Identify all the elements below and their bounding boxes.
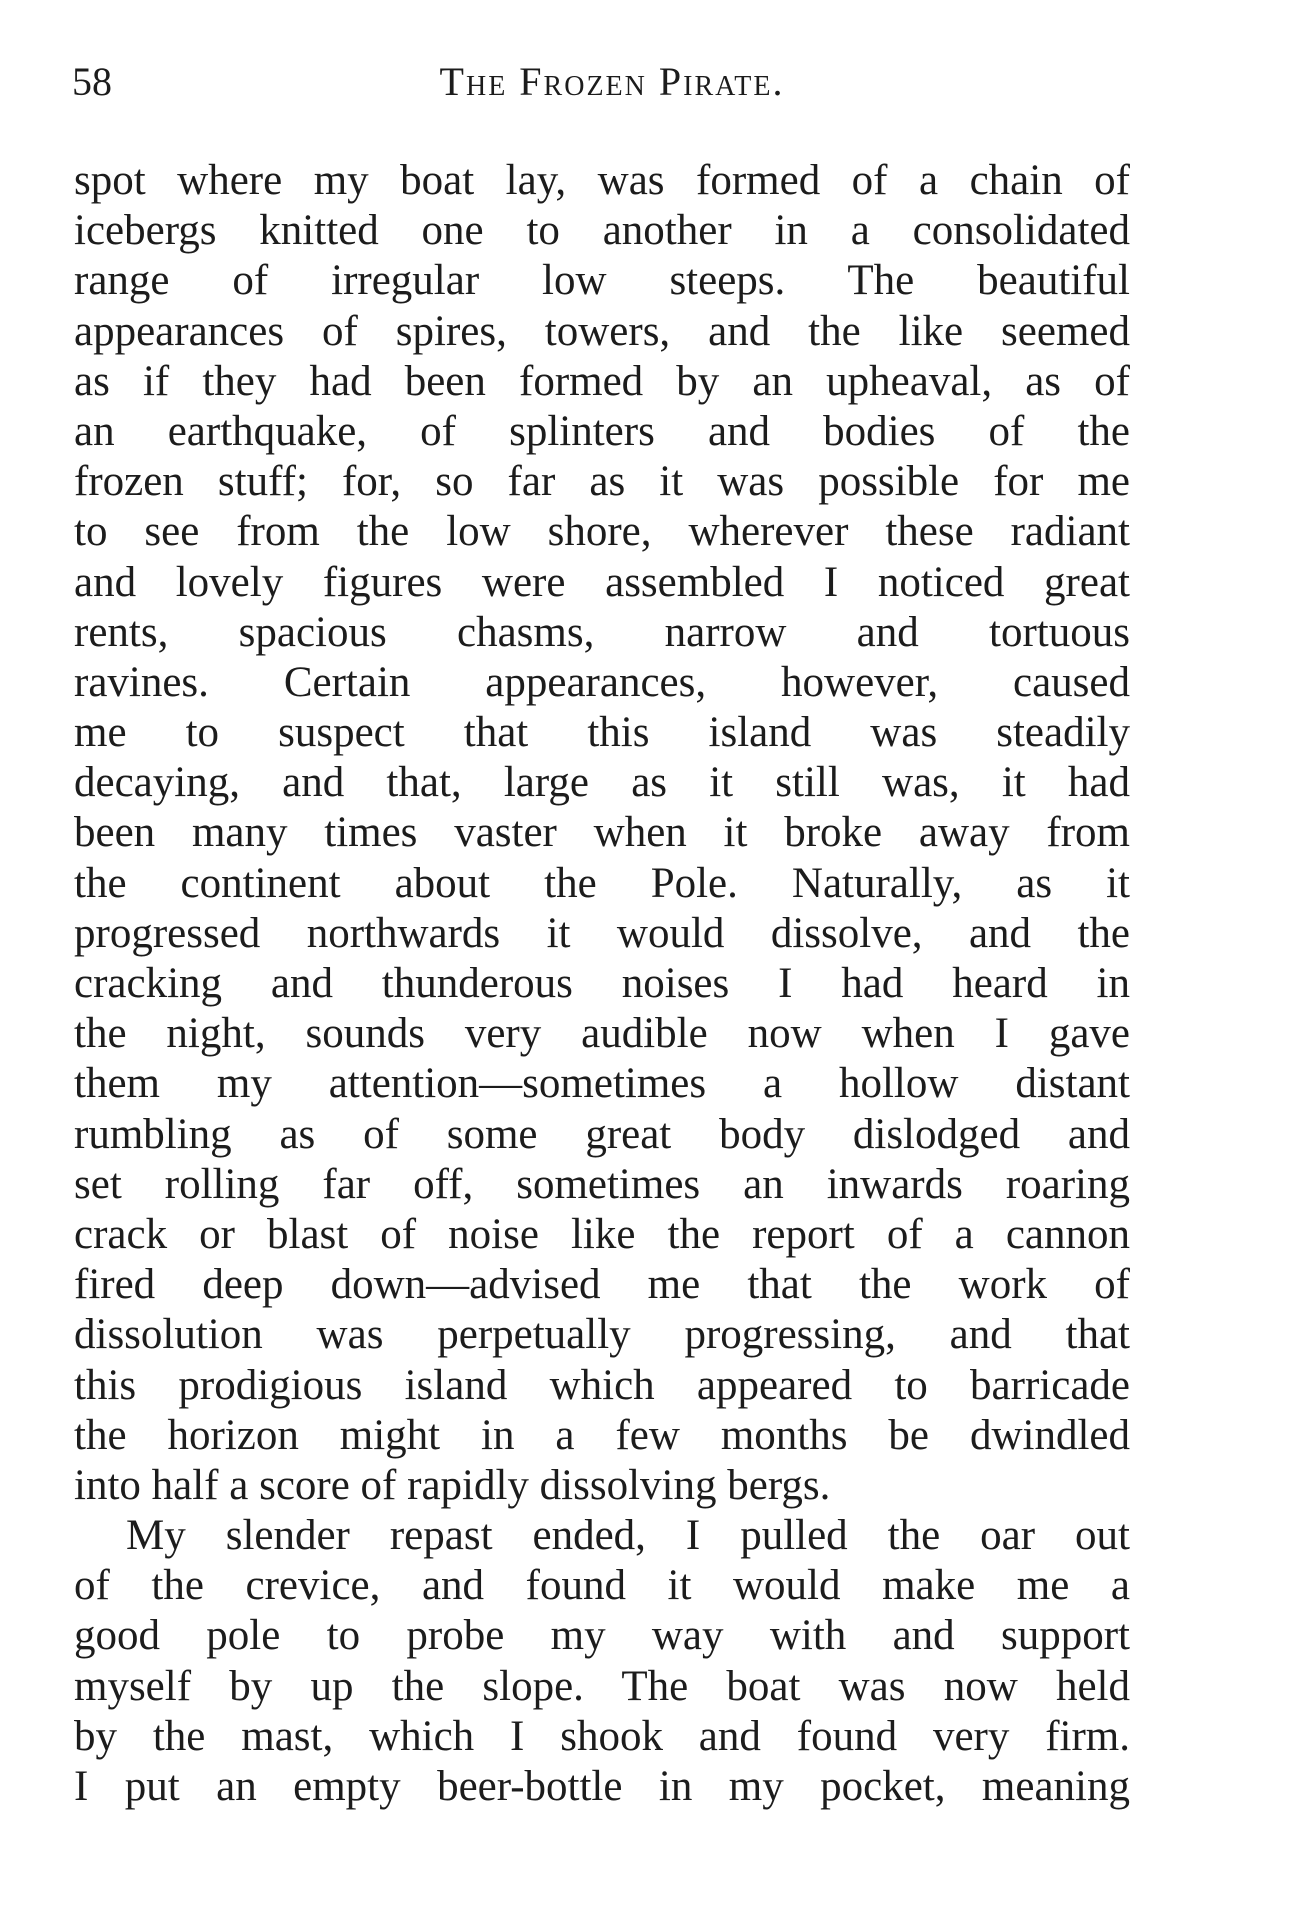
text-line: ravines. Certain appearances, however, caused (74, 658, 1130, 706)
text-line: of the crevice, and found it would make me a (74, 1562, 1130, 1610)
text-line: I put an empty beer-bottle in my pocket, meaning (74, 1763, 1130, 1810)
text-line: as if they had been formed by an upheaval, as of (74, 357, 1130, 405)
paragraph-2 (74, 1511, 1130, 1812)
text-line: cracking and thunderous noises I had heard in (74, 960, 1130, 1007)
text-line: into half a score of rapidly dissolving bergs. (74, 1461, 831, 1509)
text-line: good pole to probe my way with and support (74, 1612, 1130, 1660)
text-line: dissolution was perpetually progressing, and that (74, 1311, 1130, 1359)
text-line: appearances of spires, towers, and the like seemed (74, 307, 1130, 355)
text-line: icebergs knitted one to another in a consolidated (74, 207, 1130, 255)
page-header (72, 52, 1132, 112)
text-line: me to suspect that this island was steadily (74, 709, 1130, 757)
text-line: this prodigious island which appeared to barricade (74, 1361, 1130, 1409)
text-line: rents, spacious chasms, narrow and tortuous (74, 608, 1130, 656)
text-line: frozen stuff; for, so far as it was possible for me (74, 458, 1130, 506)
text-line: to see from the low shore, wherever these radiant (74, 508, 1130, 556)
text-line: them my attention—sometimes a hollow distant (74, 1060, 1130, 1108)
text-line: My slender repast ended, I pulled the oar out (126, 1512, 1130, 1560)
text-line: been many times vaster when it broke away from (74, 809, 1130, 857)
running-title: The Frozen Pirate. (439, 59, 785, 104)
text-line: the continent about the Pole. Naturally, as it (74, 859, 1130, 907)
text-line: rumbling as of some great body dislodged and (74, 1110, 1130, 1158)
text-line: decaying, and that, large as it still was, it had (74, 759, 1130, 807)
body-text (74, 156, 1130, 1812)
text-line: by the mast, which I shook and found very firm. (74, 1712, 1130, 1760)
text-line: the night, sounds very audible now when I gave (74, 1010, 1130, 1058)
text-line: spot where my boat lay, was formed of a chain of (74, 157, 1130, 204)
text-line: an earthquake, of splinters and bodies of the (74, 407, 1130, 455)
text-line: the horizon might in a few months be dwindled (74, 1411, 1130, 1459)
page-number: 58 (72, 59, 112, 104)
text-line: and lovely figures were assembled I noticed great (74, 558, 1130, 606)
text-line: set rolling far off, sometimes an inwards roaring (74, 1160, 1130, 1208)
text-line: progressed northwards it would dissolve, and the (74, 909, 1130, 957)
text-line: fired deep down—advised me that the work of (74, 1261, 1130, 1309)
paragraph-1 (74, 156, 1130, 1511)
text-line: myself by up the slope. The boat was now held (74, 1662, 1130, 1710)
text-line: range of irregular low steeps. The beautiful (74, 257, 1130, 305)
text-line: crack or blast of noise like the report of a cannon (74, 1210, 1130, 1258)
